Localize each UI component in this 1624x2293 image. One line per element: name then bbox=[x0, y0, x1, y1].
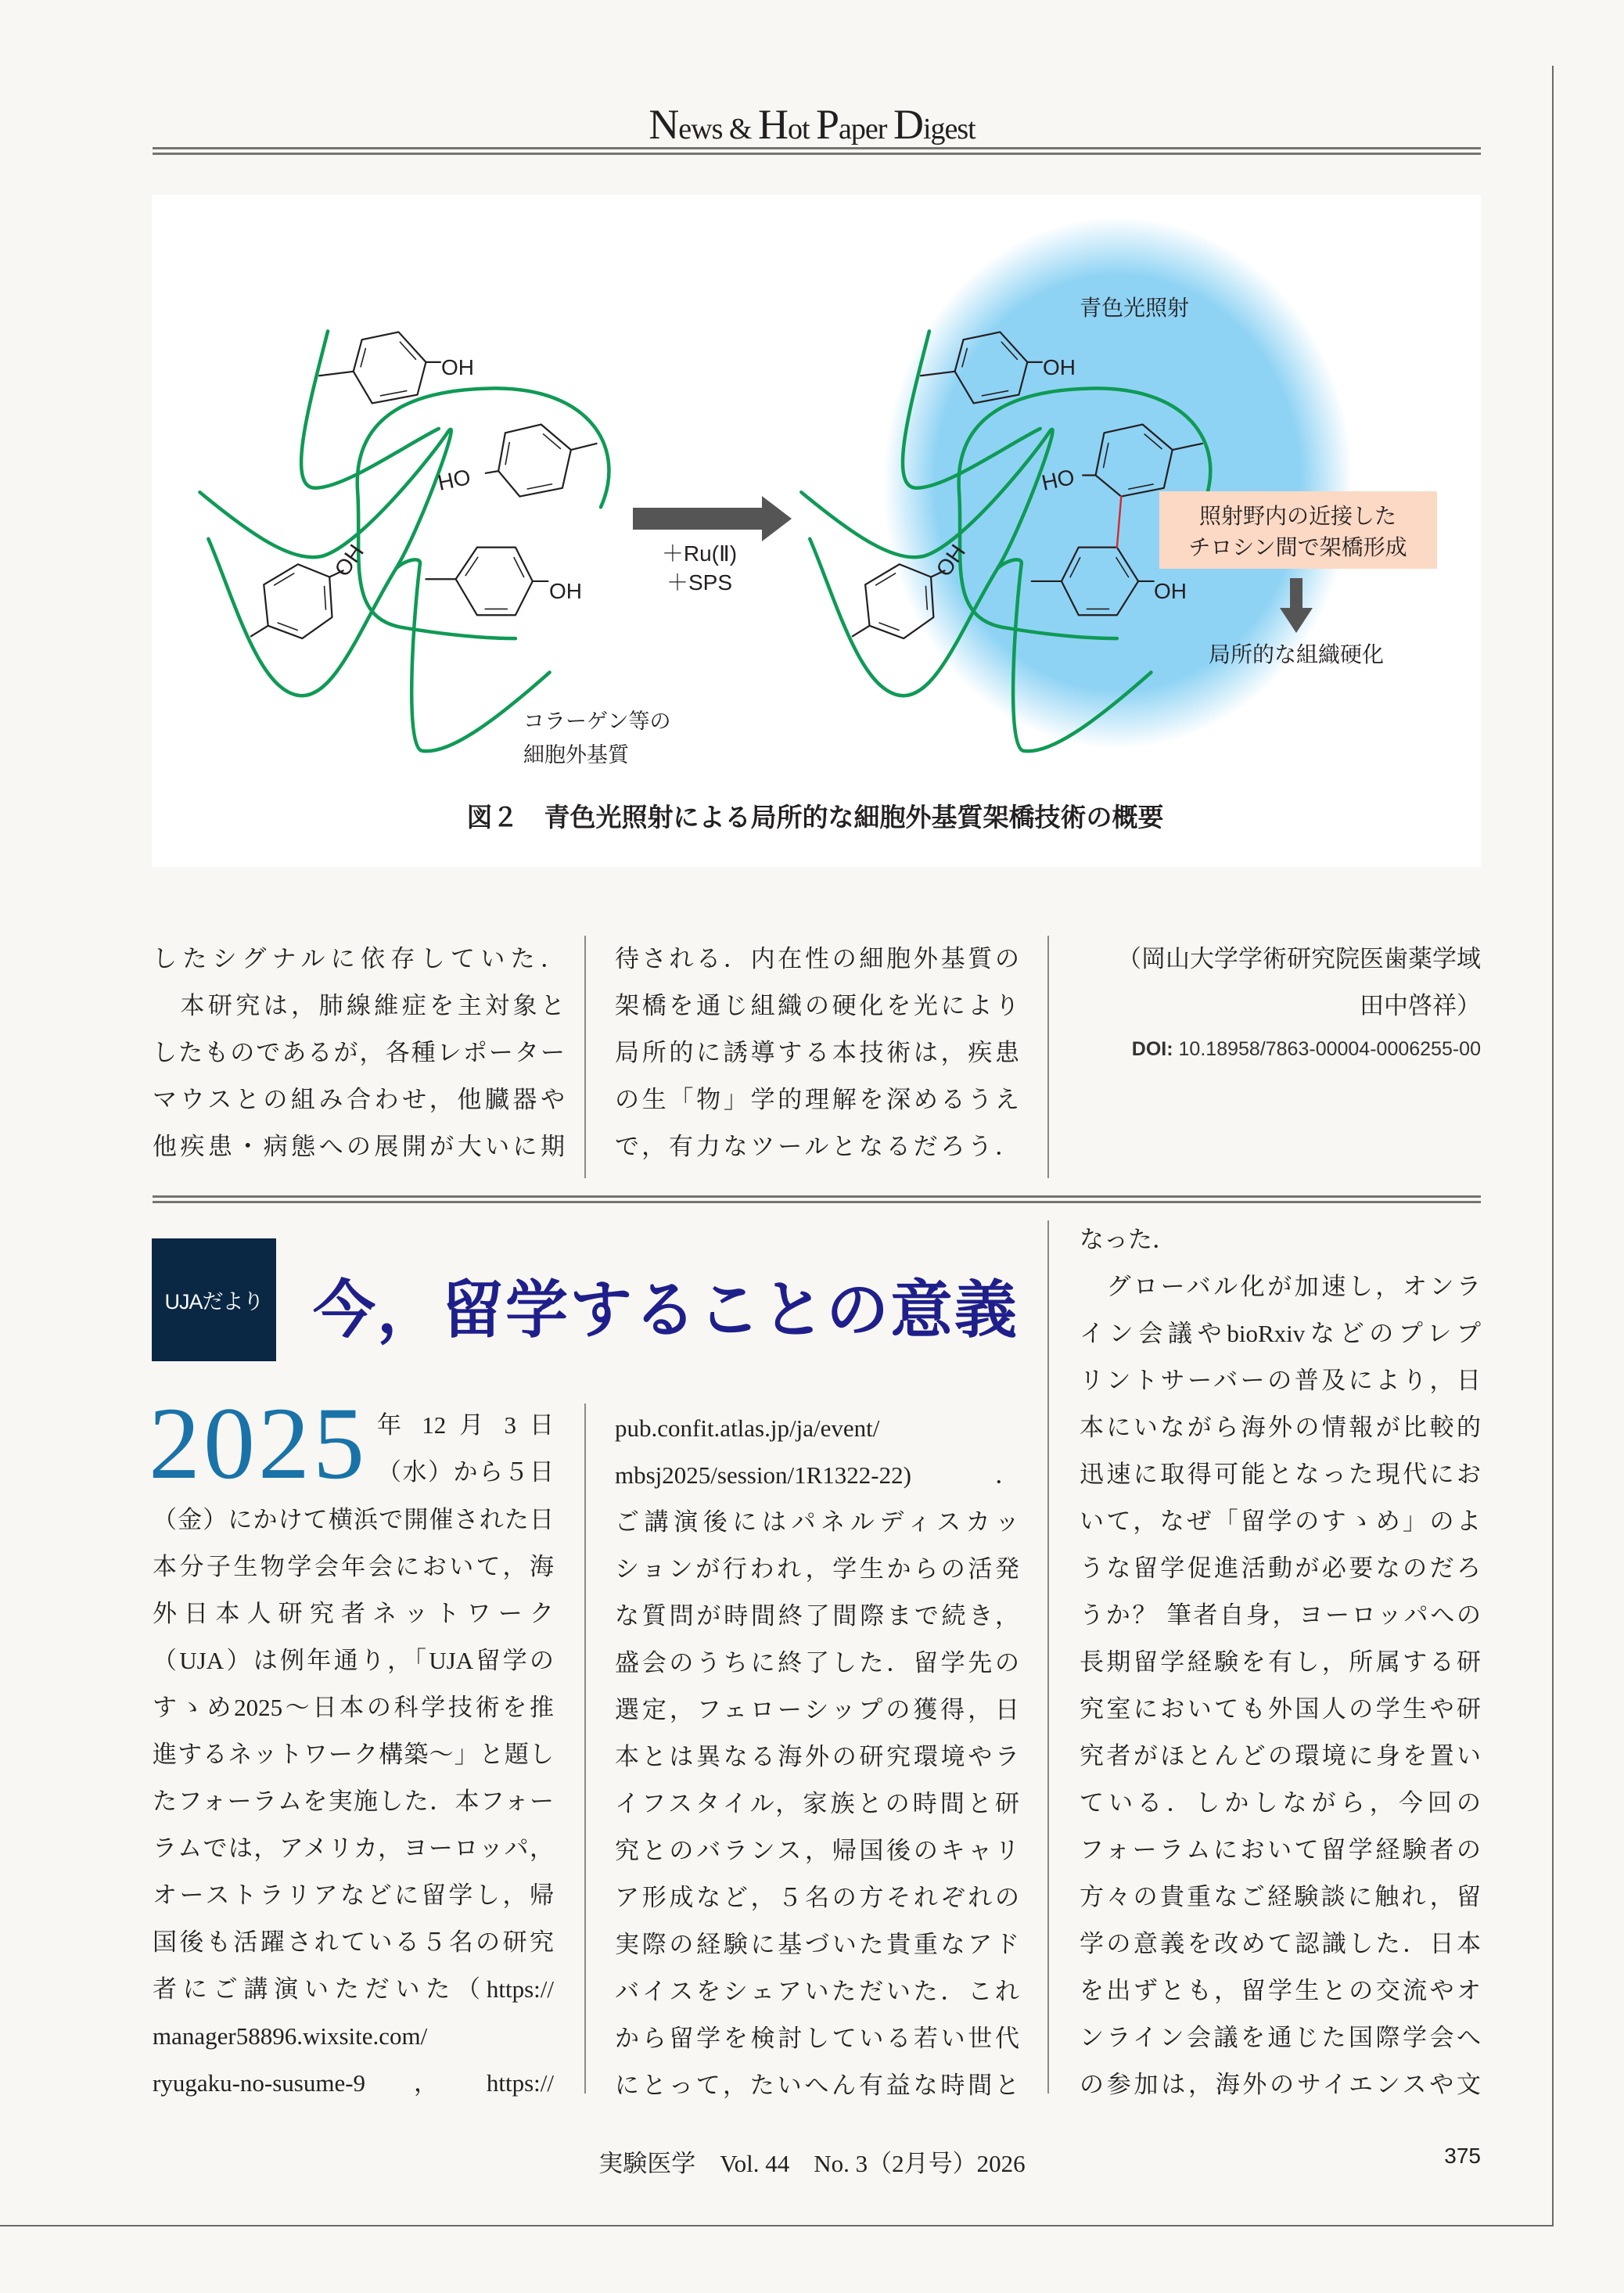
text-line: 他疾患・病態への展開が大いに期 bbox=[153, 1133, 565, 1160]
text-line: 進するネットワーク構築～」と題し bbox=[153, 1741, 554, 1768]
text-line: たフォーラムを実施した．本フォー bbox=[153, 1788, 554, 1815]
text-line: の参加は，海外のサイエンスや文 bbox=[1080, 2071, 1481, 2098]
text-line: 本とは異なる海外の研究環境やラ bbox=[615, 1743, 1019, 1770]
column-divider bbox=[584, 936, 586, 1178]
tyrosine-ring-bond bbox=[486, 471, 498, 473]
running-header bbox=[0, 100, 1624, 149]
tyrosine-ring-double-bond bbox=[325, 586, 326, 609]
text-line: 待される．内在性の細胞外基質の bbox=[615, 945, 1019, 972]
text-line: で，有力なツールとなるだろう． bbox=[615, 1133, 1019, 1160]
text-line: うな留学促進活動が必要なのだろ bbox=[1080, 1554, 1481, 1582]
text-line: 国後も活躍されている５名の研究 bbox=[153, 1928, 554, 1956]
article2-col1 bbox=[153, 1497, 554, 2107]
tyrosine-ring-double-bond bbox=[381, 391, 407, 396]
figure-caption: 図２ 青色光照射による局所的な細胞外基質架橋技術の概要 bbox=[466, 803, 1164, 832]
footer-journal: 実験医学 Vol. 44 No. 3（2月号）2026 bbox=[598, 2150, 1026, 2177]
page-number: 375 bbox=[1444, 2144, 1481, 2168]
text-line: ryugaku-no-susume-9，https:// bbox=[153, 2069, 554, 2097]
column-divider bbox=[1047, 1220, 1049, 2094]
text-line: 者にご講演いただいた（https:// bbox=[153, 1975, 554, 2003]
text-line: 外日本人研究者ネットワーク bbox=[153, 1600, 554, 1627]
text-line: 究室においても外国人の学生や研 bbox=[1080, 1695, 1481, 1723]
text-line: な質問が時間終了間際まで続き， bbox=[615, 1602, 1019, 1630]
date-line: （水）から５日 bbox=[377, 1458, 554, 1486]
article1-col3 bbox=[1080, 936, 1481, 1069]
header-title-part: H bbox=[757, 101, 788, 148]
text-line: イン会議やbioRxivなどのプレプ bbox=[1080, 1320, 1481, 1347]
tyrosine-ring-double-bond bbox=[361, 349, 365, 367]
text-line: 局所的に誘導する本技術は，疾患 bbox=[615, 1039, 1019, 1066]
text-line: にとって，たいへん有益な時間と bbox=[615, 2072, 1019, 2099]
page-frame-right bbox=[1552, 66, 1554, 2227]
text-line: （金）にかけて横浜で開催された日 bbox=[153, 1506, 554, 1533]
date-lines bbox=[377, 1402, 554, 1496]
tyrosine-ring-double-bond bbox=[876, 573, 896, 585]
text-line: ションが行われ，学生からの活発 bbox=[615, 1555, 1019, 1583]
text-line: 究者がほとんどの環境に身を置い bbox=[1080, 1742, 1481, 1770]
oh-label: OH bbox=[1154, 579, 1187, 603]
header-title-part: & bbox=[722, 113, 758, 146]
tyrosine-ring-bond bbox=[571, 444, 597, 450]
text-line: いて，なぜ「留学のすゝめ」のよ bbox=[1080, 1508, 1481, 1535]
matrix-label-2: 細胞外基質 bbox=[523, 743, 629, 767]
text-line: リントサーバーの普及により，日 bbox=[1080, 1367, 1481, 1394]
text-line: ている．しかしながら，今回の bbox=[1080, 1789, 1481, 1817]
column-divider bbox=[1047, 936, 1049, 1178]
tyrosine-ring-double-bond bbox=[400, 342, 415, 359]
tyrosine-ring-double-bond bbox=[527, 484, 552, 489]
text-line: 本研究は，肺線維症を主対象と bbox=[153, 992, 565, 1019]
ho-label: HO bbox=[1039, 464, 1077, 495]
text-line: ンライン会議を通じた国際学会へ bbox=[1080, 2024, 1481, 2051]
tyrosine-ring-double-bond bbox=[544, 434, 561, 449]
article-title: 今，留学することの意義 bbox=[313, 1277, 1019, 1346]
reagent-sps: ＋SPS bbox=[666, 570, 733, 595]
text-line: うか？ 筆者自身，ヨーロッパへの bbox=[1080, 1601, 1481, 1629]
header-title-part: ews bbox=[678, 113, 723, 146]
tyrosine-ring bbox=[456, 548, 533, 616]
tyrosine-ring bbox=[264, 564, 332, 638]
text-line: 盛会のうちに終了した．留学先の bbox=[615, 1649, 1019, 1677]
oh-label: OH bbox=[441, 355, 474, 379]
text-line: したシグナルに依存していた． bbox=[153, 945, 565, 972]
text-line: ア形成など，５名の方それぞれの bbox=[615, 1884, 1019, 1911]
doi bbox=[1080, 1030, 1481, 1069]
column-divider bbox=[584, 1403, 586, 2094]
oh-label: OH bbox=[549, 579, 582, 603]
header-title-part: aper bbox=[839, 113, 893, 146]
result-label: 局所的な組織硬化 bbox=[1208, 642, 1385, 667]
tyrosine-ring-double-bond bbox=[278, 623, 297, 630]
text-line: から留学を検討している若い世代 bbox=[615, 2025, 1019, 2052]
figure-2 bbox=[152, 195, 1481, 867]
crosslink-note-line2: チロシン間で架橋形成 bbox=[1188, 535, 1407, 559]
figure-diagram bbox=[152, 195, 1481, 867]
reaction-arrow-icon bbox=[633, 496, 792, 541]
text-line: 本分子生物学会年会において，海 bbox=[153, 1553, 554, 1580]
tyrosine-ring-double-bond bbox=[465, 557, 478, 575]
text-line: 選定，フェローシップの獲得，日 bbox=[615, 1696, 1019, 1723]
text-line: 架橋を通じ組織の硬化を光により bbox=[615, 992, 1019, 1019]
blue-light-label: 青色光照射 bbox=[1079, 296, 1190, 320]
tyrosine-ring bbox=[498, 425, 571, 497]
doi-value[interactable]: 10.18958/7863-00004-0006255-00 bbox=[1178, 1038, 1481, 1060]
text-line: ラムでは，アメリカ，ヨーロッパ， bbox=[153, 1835, 554, 1862]
oh-label: OH bbox=[329, 540, 369, 581]
matrix-label-1: コラーゲン等の bbox=[523, 710, 671, 733]
tyrosine-ring-double-bond bbox=[275, 573, 294, 585]
header-title-part: igest bbox=[922, 113, 975, 146]
text-line: グローバル化が加速し，オンラ bbox=[1080, 1273, 1481, 1300]
text-line: 迅速に取得可能となった現代にお bbox=[1080, 1461, 1481, 1488]
header-rule bbox=[153, 147, 1481, 155]
page-frame-bottom bbox=[0, 2225, 1554, 2227]
uja-section-badge: UJAだより bbox=[152, 1238, 276, 1361]
reagent-ru: ＋Ru(Ⅱ) bbox=[661, 541, 738, 566]
doi-label: DOI: bbox=[1131, 1038, 1173, 1060]
author-name: 田中啓祥） bbox=[1360, 992, 1481, 1019]
tyrosine-ring-double-bond bbox=[879, 623, 899, 630]
text-line: 本にいながら海外の情報が比較的 bbox=[1080, 1414, 1481, 1441]
text-line: フォーラムにおいて留学経験者の bbox=[1080, 1836, 1481, 1864]
author-affiliation: （岡山大学学術研究院医歯薬学域 bbox=[1117, 945, 1481, 972]
header-title-part: D bbox=[893, 101, 923, 148]
header-title-part: ot bbox=[787, 113, 816, 146]
tyrosine-ring-bond bbox=[319, 372, 354, 376]
text-line: イフスタイル，家族との時間と研 bbox=[615, 1790, 1019, 1817]
text-line: したものであるが，各種レポーター bbox=[153, 1039, 565, 1066]
text-line: manager58896.wixsite.com/ bbox=[153, 2022, 428, 2050]
article2-col2 bbox=[615, 1405, 1019, 2109]
text-line: を出ずとも，留学生との交流やオ bbox=[1080, 1977, 1481, 2004]
tyrosine-ring bbox=[354, 332, 426, 403]
oh-label: OH bbox=[1043, 355, 1076, 379]
text-line: オーストラリアなどに留学し，帰 bbox=[153, 1881, 554, 1909]
oh-label: OH bbox=[931, 540, 971, 581]
text-line: なった． bbox=[1080, 1226, 1177, 1253]
text-line: 学の意義を改めて認識した．日本 bbox=[1080, 1930, 1481, 1957]
text-line: ご講演後にはパネルディスカッ bbox=[615, 1508, 1019, 1536]
text-line: すゝめ2025～日本の科学技術を推 bbox=[153, 1694, 554, 1721]
article2-col3 bbox=[1080, 1217, 1481, 2108]
text-line: 長期留学経験を有し，所属する研 bbox=[1080, 1648, 1481, 1676]
text-line: マウスとの組み合わせ，他臓器や bbox=[153, 1086, 565, 1113]
header-title-part: N bbox=[649, 101, 679, 148]
text-line: の生「物」学的理解を深めるうえ bbox=[615, 1086, 1019, 1113]
article1-col2 bbox=[615, 936, 1019, 1170]
crosslink-note-line1: 照射野内の近接した bbox=[1198, 504, 1397, 528]
text-line: 究とのバランス，帰国後のキャリ bbox=[615, 1837, 1019, 1864]
text-line: pub.confit.atlas.jp/ja/event/ bbox=[615, 1414, 880, 1442]
section-rule bbox=[153, 1195, 1481, 1203]
text-line: （UJA）は例年通り，「UJA留学の bbox=[153, 1647, 554, 1674]
text-line: mbsj2025/session/1R1322-22)． bbox=[615, 1461, 1019, 1489]
tyrosine-ring-bond bbox=[251, 626, 268, 637]
drop-cap-year: 2025 bbox=[149, 1386, 368, 1501]
text-line: バイスをシェアいただいた．これ bbox=[615, 1978, 1019, 2005]
header-title-part: P bbox=[816, 101, 839, 148]
text-line: 実際の経験に基づいた貴重なアド bbox=[615, 1931, 1019, 1958]
ho-label: HO bbox=[435, 464, 473, 495]
date-line: 年 12 月 3 日 bbox=[377, 1411, 554, 1439]
tyrosine-ring-double-bond bbox=[505, 443, 509, 465]
tyrosine-ring-bond bbox=[853, 626, 870, 637]
article1-col1 bbox=[153, 936, 565, 1170]
text-line: 方々の貴重なご経験談に触れ，留 bbox=[1080, 1883, 1481, 1910]
